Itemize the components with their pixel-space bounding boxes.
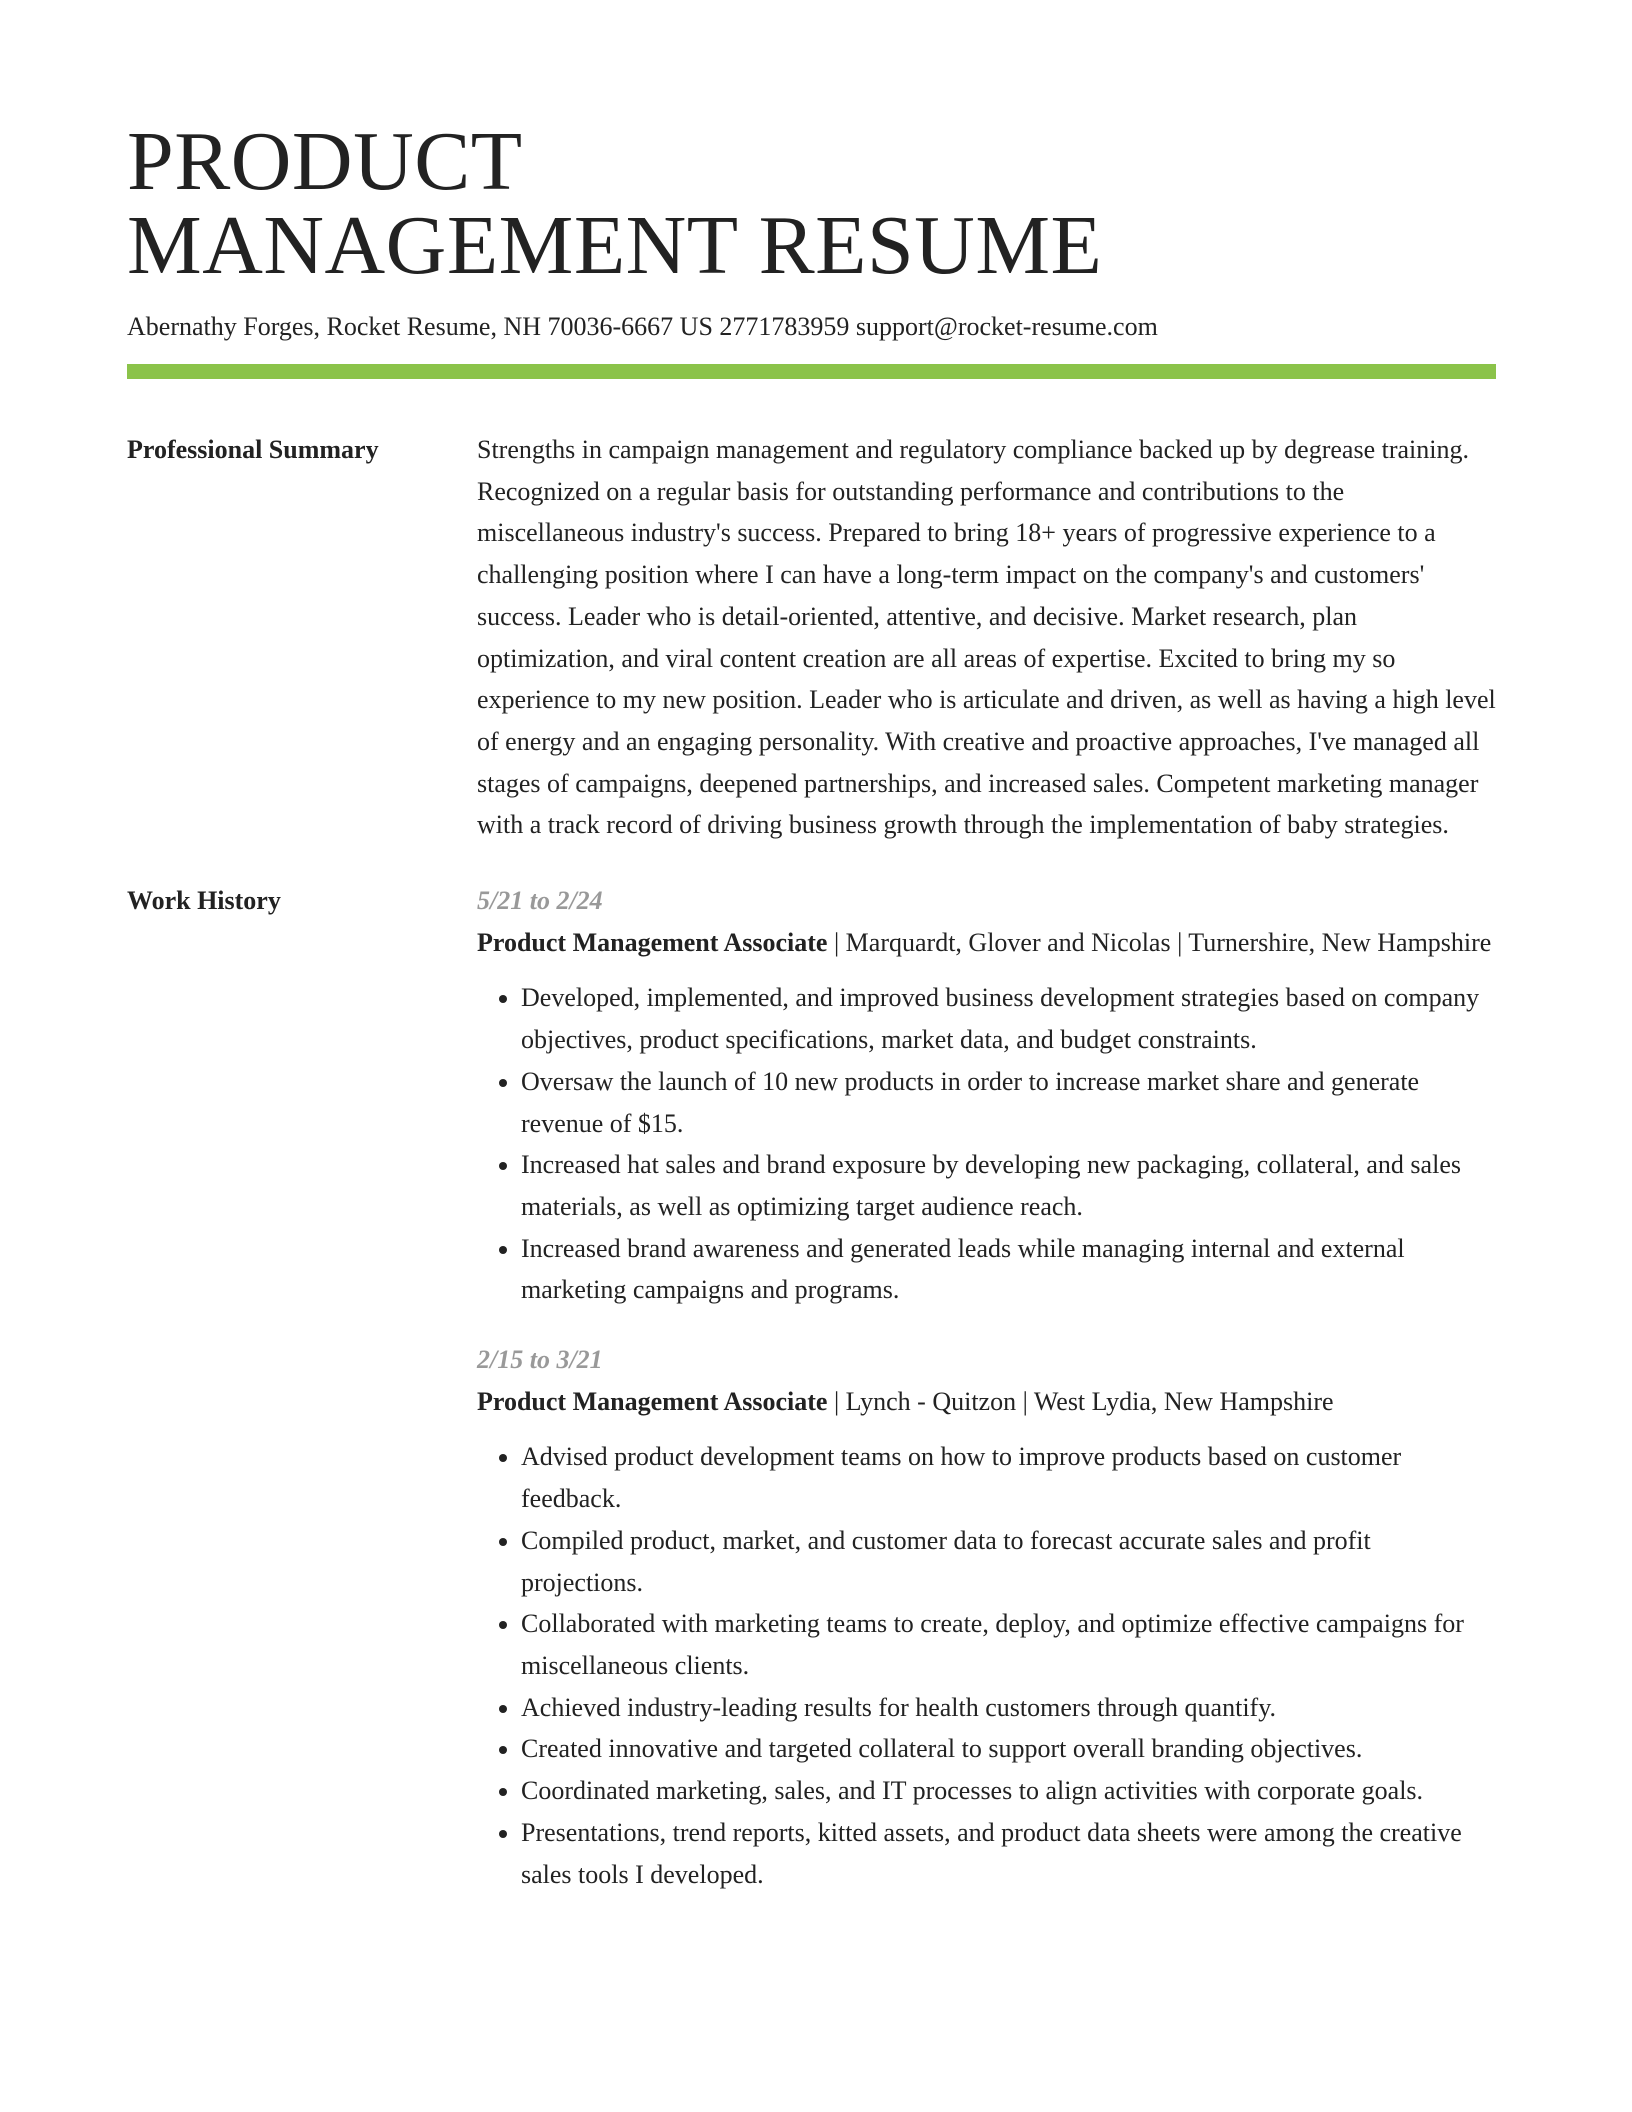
bullet-item: • Increased brand awareness and generated leads while managing internal and external marketing campaigns and programs.: [521, 1228, 1496, 1311]
job-details: | Marquardt, Glover and Nicolas | Turnershire, New Hampshire: [827, 927, 1492, 957]
bullet-item: • Compiled product, market, and customer data to forecast accurate sales and profit projections.: [521, 1520, 1496, 1603]
job-dates: 2/15 to 3/21: [477, 1345, 603, 1375]
header-divider: [127, 364, 1496, 379]
bullet-item: • Oversaw the launch of 10 new products in order to increase market share and generate revenue of $15.: [521, 1061, 1496, 1144]
work-history-section: [127, 880, 1496, 1895]
section-label: Work History: [127, 886, 281, 916]
professional-summary-section: [127, 429, 1496, 846]
job-title: Product Management Associate: [477, 927, 828, 957]
job-bullets: [477, 977, 1496, 1311]
summary-text: Strengths in campaign management and regulatory compliance backed up by degrease training. Recognized on a regular basis for outstanding performance and contributions to the miscellaneous industry's success. Prepared to bring 18+ years of progressive experience to a challenging position where I can have a long-term impact on the company's and customers' success. Leader who is detail-oriented, attentive, and decisive. Market research, plan optimization, and viral content creation are all areas of expertise. Excited to bring my so experience to my new position. Leader who is articulate and driven, as well as having a high level of energy and an engaging personality. With creative and proactive approaches, I've managed all stages of campaigns, deepened partnerships, and increased sales. Competent marketing manager with a track record of driving business growth through the implementation of baby strategies.: [477, 435, 1496, 840]
bullet-item: • Coordinated marketing, sales, and IT processes to align activities with corporate goals.: [521, 1770, 1496, 1812]
bullet-item: • Achieved industry-leading results for health customers through quantify.: [521, 1687, 1496, 1729]
job-bullets: [477, 1436, 1496, 1895]
section-body: [477, 880, 1496, 1895]
job-entry: [477, 880, 1496, 1311]
job-details: | Lynch - Quitzon | West Lydia, New Hampshire: [827, 1386, 1334, 1416]
bullet-item: • Presentations, trend reports, kitted assets, and product data sheets were among the creative sales tools I developed.: [521, 1812, 1496, 1895]
bullet-item: • Developed, implemented, and improved business development strategies based on company objectives, product specifications, market data, and budget constraints.: [521, 977, 1496, 1060]
resume-page: [127, 115, 1496, 1895]
resume-title-line-1: PRODUCT: [127, 115, 523, 208]
resume-title: [127, 115, 1496, 292]
job-entry: [477, 1339, 1496, 1895]
job-heading: [477, 1381, 1496, 1423]
resume-title-line-2: MANAGEMENT RESUME: [127, 199, 1103, 292]
bullet-item: • Collaborated with marketing teams to create, deploy, and optimize effective campaigns for miscellaneous clients.: [521, 1603, 1496, 1686]
section-label: Professional Summary: [127, 435, 379, 464]
job-dates: 5/21 to 2/24: [477, 886, 603, 916]
bullet-item: • Advised product development teams on how to improve products based on customer feedback.: [521, 1436, 1496, 1519]
job-title: Product Management Associate: [477, 1386, 828, 1416]
bullet-item: • Created innovative and targeted collateral to support overall branding objectives.: [521, 1728, 1496, 1770]
job-heading: [477, 922, 1496, 964]
section-body: [477, 429, 1496, 846]
contact-line: Abernathy Forges, Rocket Resume, NH 70036-6667 US 2771783959 support@rocket-resume.com: [127, 312, 1158, 341]
bullet-item: • Increased hat sales and brand exposure by developing new packaging, collateral, and sales materials, as well as optimizing target audience reach.: [521, 1144, 1496, 1227]
